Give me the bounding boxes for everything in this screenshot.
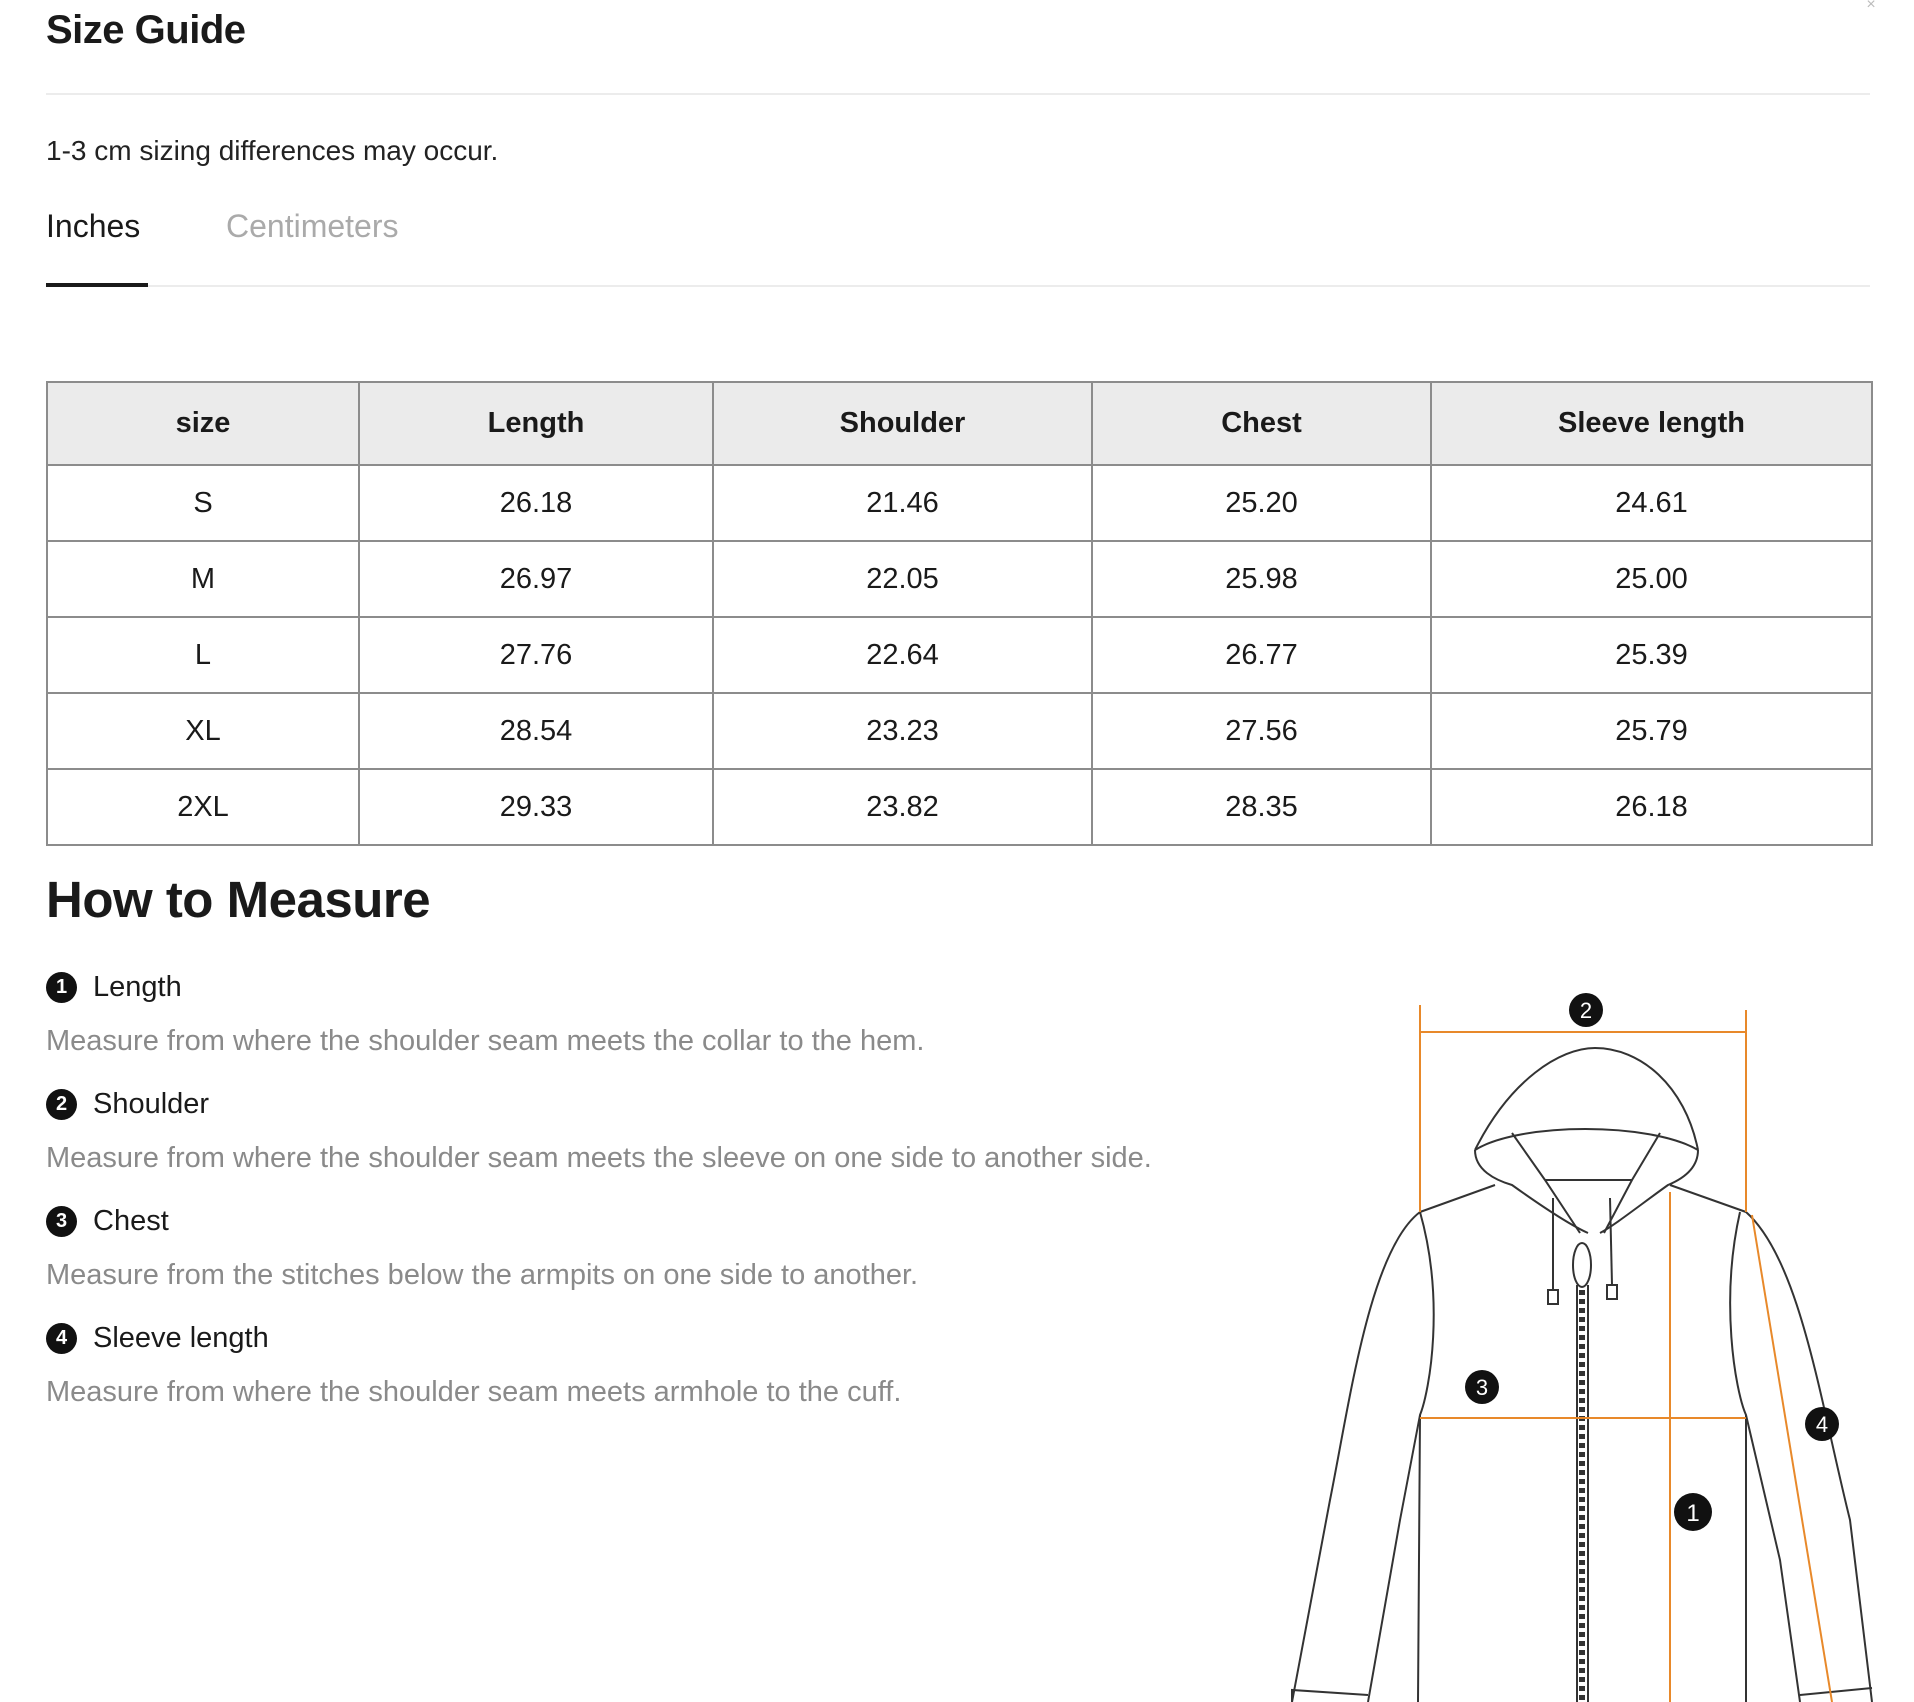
svg-text:4: 4	[1815, 1412, 1829, 1437]
measurement-lines	[1420, 1005, 1832, 1702]
tab-inches[interactable]: Inches	[46, 208, 141, 244]
number-2-icon: 2	[46, 1089, 77, 1120]
cell-sleeve-length: 25.00	[1431, 541, 1872, 617]
cell-length: 27.76	[359, 617, 713, 693]
active-tab-indicator	[46, 283, 148, 287]
cell-sleeve-length: 24.61	[1431, 465, 1872, 541]
page-title: Size Guide	[46, 8, 246, 52]
cell-sleeve-length: 25.79	[1431, 693, 1872, 769]
cell-chest: 25.20	[1092, 465, 1431, 541]
measure-item-description: Measure from where the shoulder seam meets the collar to the hem.	[46, 1025, 925, 1057]
cell-sleeve-length: 25.39	[1431, 617, 1872, 693]
measure-item-name: Length	[93, 970, 182, 1003]
cell-length: 26.97	[359, 541, 713, 617]
column-header-size: size	[47, 382, 359, 465]
size-table	[46, 381, 1873, 846]
cell-size: M	[47, 541, 359, 617]
measure-item-length	[46, 969, 924, 1058]
measure-item-chest	[46, 1203, 918, 1292]
table-row	[47, 769, 1872, 845]
number-1-icon: 1	[46, 972, 77, 1003]
divider	[46, 285, 1870, 287]
table-header-row	[47, 382, 1872, 465]
marker-3-icon	[1465, 1370, 1499, 1404]
cell-shoulder: 23.23	[713, 693, 1092, 769]
marker-1-icon	[1674, 1493, 1712, 1531]
marker-2-icon	[1569, 993, 1603, 1027]
cell-shoulder: 23.82	[713, 769, 1092, 845]
cell-length: 26.18	[359, 465, 713, 541]
tab-centimeters[interactable]: Centimeters	[226, 208, 399, 244]
svg-text:1: 1	[1686, 1500, 1700, 1527]
measure-item-description: Measure from where the shoulder seam meets armhole to the cuff.	[46, 1376, 902, 1408]
column-header-shoulder: Shoulder	[713, 382, 1092, 465]
column-header-chest: Chest	[1092, 382, 1431, 465]
cell-size: L	[47, 617, 359, 693]
close-icon[interactable]: ×	[1866, 0, 1876, 13]
how-to-measure-heading: How to Measure	[46, 871, 431, 928]
number-3-icon: 3	[46, 1206, 77, 1237]
cell-sleeve-length: 26.18	[1431, 769, 1872, 845]
column-header-sleeve-length: Sleeve length	[1431, 382, 1872, 465]
cell-chest: 27.56	[1092, 693, 1431, 769]
measure-item-name: Shoulder	[93, 1087, 210, 1120]
measure-item-sleeve-length	[46, 1320, 901, 1409]
divider	[46, 93, 1870, 95]
number-4-icon: 4	[46, 1323, 77, 1354]
table-row	[47, 693, 1872, 769]
cell-chest: 28.35	[1092, 769, 1431, 845]
column-header-length: Length	[359, 382, 713, 465]
svg-text:2: 2	[1579, 998, 1593, 1023]
measure-item-description: Measure from where the shoulder seam meets the sleeve on one side to another side.	[46, 1142, 1152, 1174]
marker-4-icon	[1805, 1407, 1839, 1441]
unit-tabs	[46, 208, 1870, 288]
table-row	[47, 541, 1872, 617]
measure-item-name: Chest	[93, 1204, 169, 1237]
cell-chest: 25.98	[1092, 541, 1431, 617]
cell-size: S	[47, 465, 359, 541]
measure-item-shoulder	[46, 1086, 1152, 1175]
cell-shoulder: 22.05	[713, 541, 1092, 617]
measure-item-name: Sleeve length	[93, 1321, 269, 1354]
cell-shoulder: 22.64	[713, 617, 1092, 693]
measure-item-description: Measure from the stitches below the armpits on one side to another.	[46, 1259, 919, 1291]
svg-text:3: 3	[1475, 1375, 1489, 1400]
cell-length: 28.54	[359, 693, 713, 769]
cell-chest: 26.77	[1092, 617, 1431, 693]
cell-shoulder: 21.46	[713, 465, 1092, 541]
table-row	[47, 465, 1872, 541]
cell-size: XL	[47, 693, 359, 769]
cell-size: 2XL	[47, 769, 359, 845]
cell-length: 29.33	[359, 769, 713, 845]
hoodie-measurement-diagram	[1270, 985, 1914, 1702]
sizing-note: 1-3 cm sizing differences may occur.	[46, 135, 499, 166]
table-row	[47, 617, 1872, 693]
